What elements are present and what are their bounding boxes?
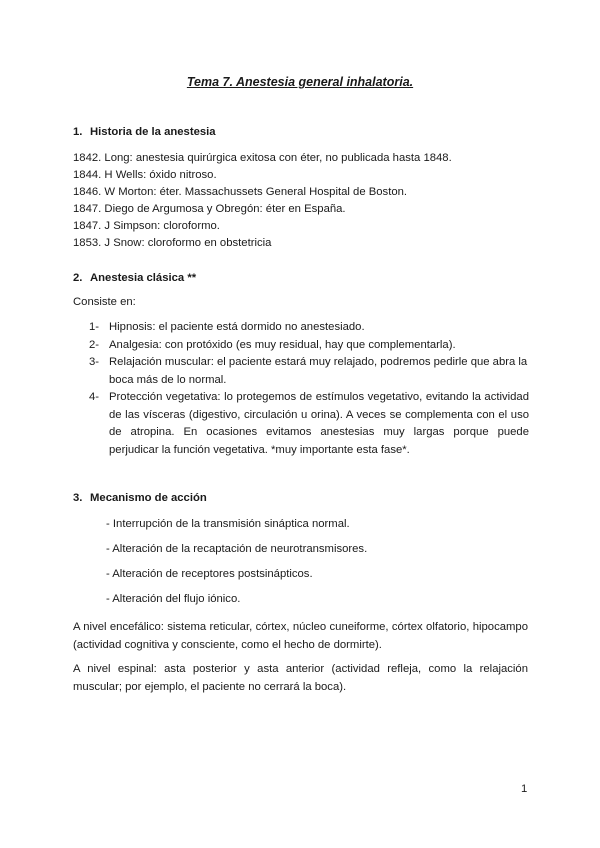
- list-item: [89, 337, 529, 355]
- list-item: [89, 319, 529, 337]
- list-item-number: 1-: [89, 321, 100, 333]
- section-1-number: 1.: [73, 126, 83, 138]
- section-2-intro: Consiste en:: [73, 296, 136, 308]
- section-2-heading: [73, 272, 196, 284]
- spinal-paragraph: A nivel espinal: asta posterior y asta anterior (actividad refleja, como la relajación muscular; por ejemplo, el paciente no cerrará la boca).: [73, 663, 528, 693]
- history-line: 1846. W Morton: éter. Massachussets General Hospital de Boston.: [73, 186, 408, 198]
- section-2-number: 2.: [73, 272, 83, 284]
- history-line: 1847. Diego de Argumosa y Obregón: éter en España.: [73, 203, 346, 215]
- history-line: 1842. Long: anestesia quirúrgica exitosa con éter, no publicada hasta 1848.: [73, 152, 452, 164]
- section-3-heading: [73, 492, 207, 504]
- list-item-number: 2-: [89, 338, 100, 351]
- list-item-text: Hipnosis: el paciente está dormido no anestesiado.: [109, 321, 365, 333]
- mechanism-item: - Alteración de receptores postsinápticos.: [106, 568, 313, 580]
- section-2-title: Anestesia clásica **: [90, 272, 197, 284]
- history-line: 1844. H Wells: óxido nitroso.: [73, 169, 217, 181]
- mechanism-item: - Interrupción de la transmisión sináptica normal.: [106, 518, 350, 530]
- page-title: Tema 7. Anestesia general inhalatoria.: [186, 75, 414, 89]
- mechanism-item: - Alteración de la recaptación de neurotransmisores.: [106, 543, 368, 555]
- section-3-title: Mecanismo de acción: [90, 492, 207, 504]
- list-item-text: Protección vegetativa: lo protegemos de estímulos vegetativo, evitando la actividad de las vísceras (digestivo, circulación u orina). A veces se complementa con el uso de atropina. En ocasiones evitamos anestesias muy largas porque puede perjudicar la función vegetativa. *muy importante esta fase*.: [109, 391, 529, 456]
- list-item-number: 3-: [89, 356, 100, 368]
- list-item: [89, 389, 529, 459]
- section-3-number: 3.: [73, 492, 83, 504]
- page-number: 1: [521, 783, 528, 795]
- anesthesia-components-list: [89, 319, 529, 459]
- encephalic-paragraph: A nivel encefálico: sistema reticular, córtex, núcleo cuneiforme, córtex olfatorio, hipocampo (actividad cognitiva y consciente, como el hecho de dormirte).: [73, 621, 528, 651]
- mechanism-item: - Alteración del flujo iónico.: [106, 593, 241, 605]
- list-item-text: Relajación muscular: el paciente estará muy relajado, podremos pedirle que abra la boca más de lo normal.: [109, 356, 528, 386]
- section-1-heading: [73, 126, 216, 138]
- list-item: [89, 354, 529, 389]
- history-line: 1847. J Simpson: cloroformo.: [73, 220, 220, 232]
- list-item-number: 4-: [89, 391, 100, 403]
- history-line: 1853. J Snow: cloroformo en obstetricia: [73, 237, 272, 249]
- list-item-text: Analgesia: con protóxido (es muy residual, hay que complementarla).: [109, 338, 456, 351]
- section-1-title: Historia de la anestesia: [90, 126, 216, 138]
